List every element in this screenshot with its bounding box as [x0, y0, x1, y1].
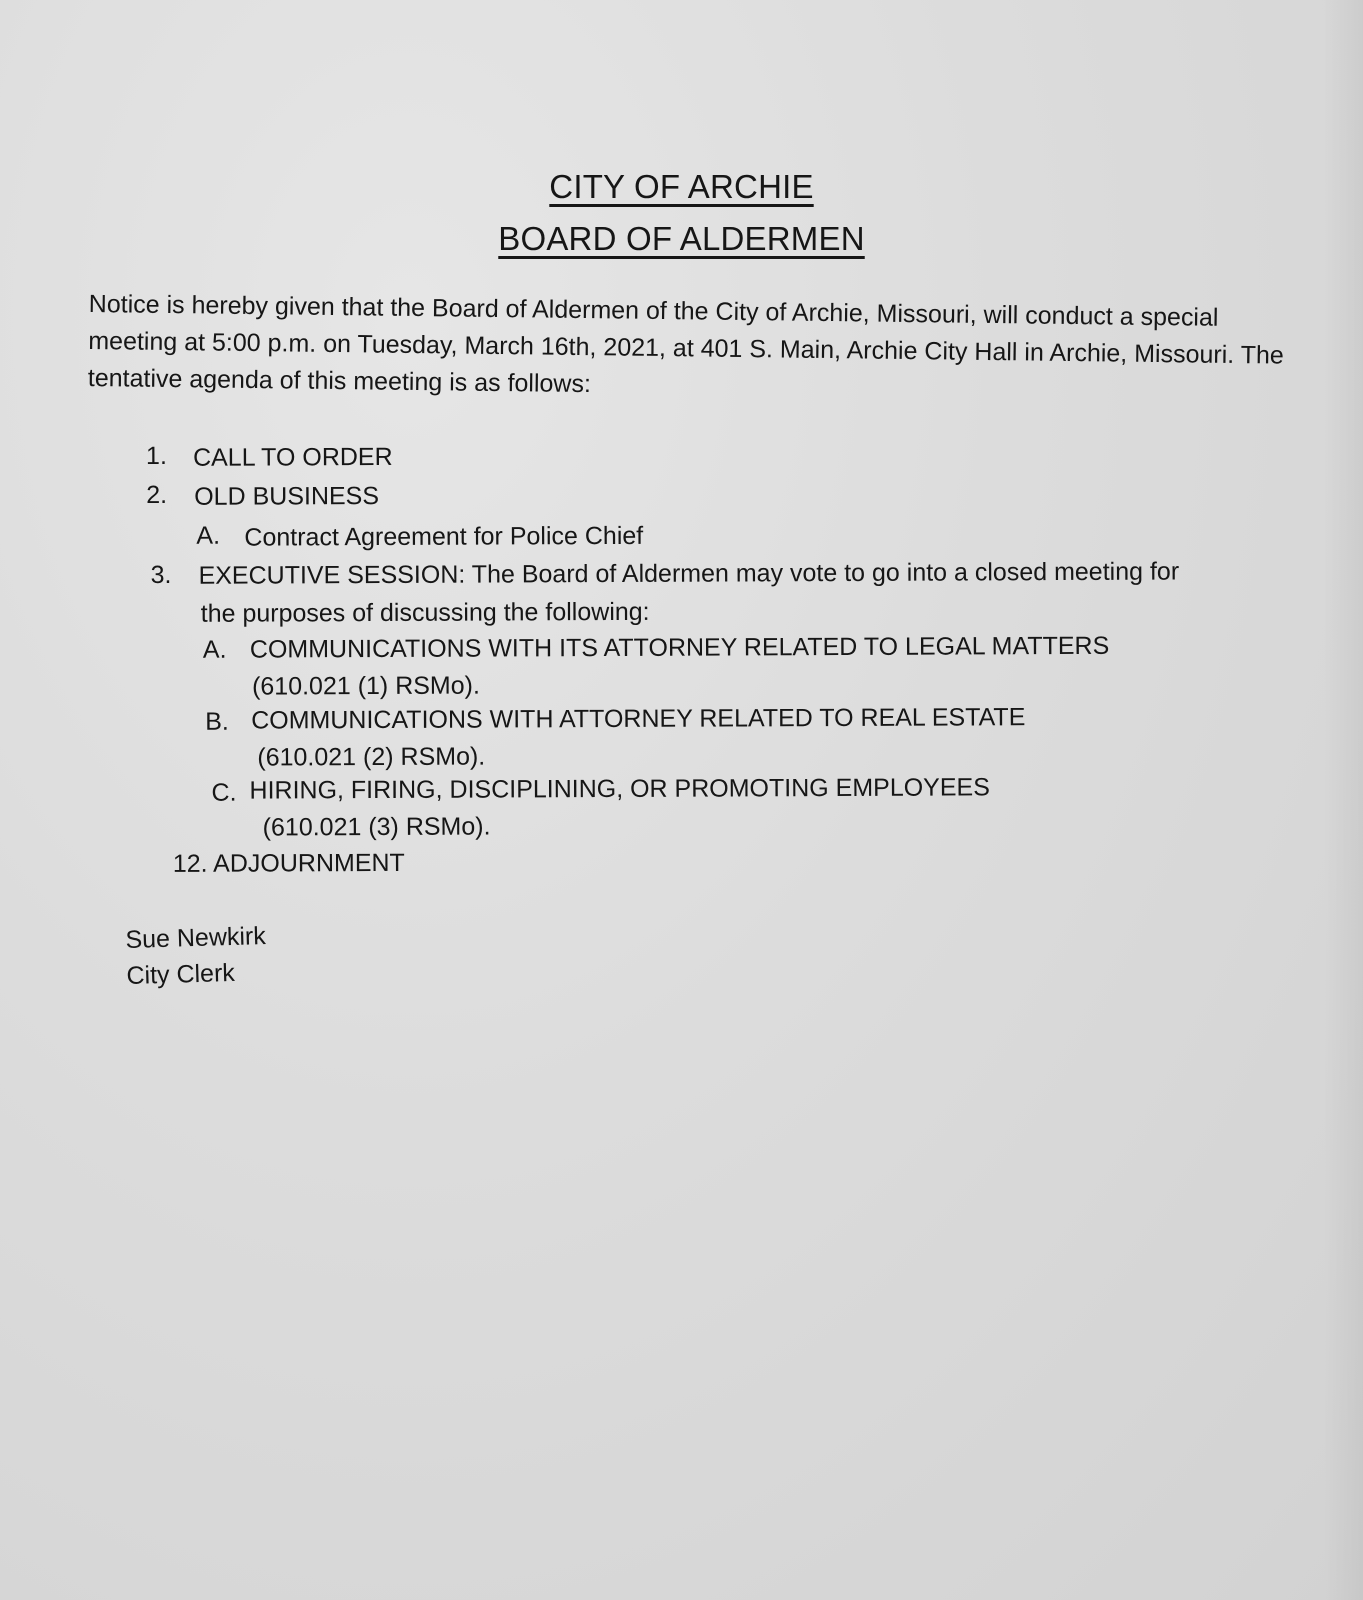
agenda-item-3-text-line2: the purposes of discussing the following:: [200, 597, 650, 628]
agenda-item-2a-letter: A.: [196, 521, 221, 550]
agenda-item-3c-line1: HIRING, FIRING, DISCIPLINING, OR PROMOTING EMPLOYEES: [249, 773, 990, 805]
agenda-item-3a-letter: A.: [202, 635, 227, 664]
agenda-item-3c-line2: (610.021 (3) RSMo).: [262, 812, 491, 842]
agenda-item-3c-letter: C.: [211, 778, 237, 807]
agenda-item-3b-letter: B.: [205, 707, 229, 736]
agenda-item-3-text-line1: EXECUTIVE SESSION: The Board of Aldermen may vote to go into a closed meeting for: [198, 557, 1180, 590]
document-subtitle: BOARD OF ALDERMEN: [498, 220, 865, 257]
agenda-item-3b-line2: (610.021 (2) RSMo).: [257, 742, 486, 772]
agenda-item-3a-line1: COMMUNICATIONS WITH ITS ATTORNEY RELATED TO LEGAL MATTERS: [249, 631, 1110, 664]
agenda-item-12: 12. ADJOURNMENT: [172, 848, 405, 878]
agenda-item-1-number: 1.: [145, 441, 167, 471]
agenda-item-3b-line1: COMMUNICATIONS WITH ATTORNEY RELATED TO REAL ESTATE: [251, 703, 1026, 735]
signature-block: [125, 918, 267, 994]
notice-paragraph: Notice is hereby given that the Board of Aldermen of the City of Archie, Missouri, will conduct a special meeting at 5:00 p.m. on Tuesday, March 16th, 2021, at 401 S. Main, Archie City Hall in Archie, Missouri. The tentative agenda of this meeting is as follows:: [87, 289, 1284, 399]
signer-title: City Clerk: [126, 958, 236, 990]
agenda-item-2a-text: Contract Agreement for Police Chief: [244, 521, 644, 552]
agenda-item-2-text: OLD BUSINESS: [194, 482, 380, 511]
signer-name: Sue Newkirk: [125, 922, 267, 954]
agenda-item-2-number: 2.: [146, 480, 168, 510]
agenda-item-1-text: CALL TO ORDER: [192, 442, 393, 472]
agenda-item-3-number: 3.: [150, 560, 172, 589]
agenda-item-3a-line2: (610.021 (1) RSMo).: [251, 671, 480, 701]
document-title: CITY OF ARCHIE: [549, 168, 814, 205]
